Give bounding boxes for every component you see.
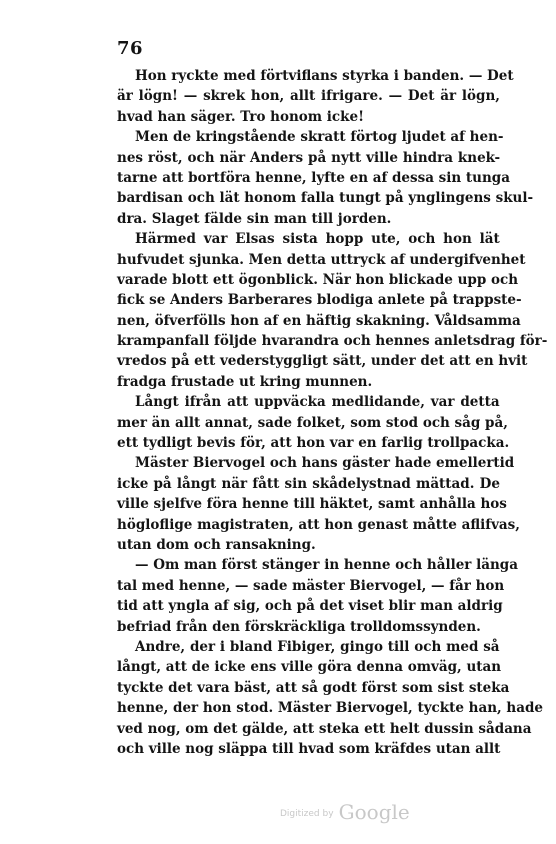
text-line: icke på långt när fått sin skådelystnad mättad. De <box>117 475 500 492</box>
watermark-prefix: Digitized by <box>280 809 334 819</box>
paragraph <box>117 229 548 392</box>
text-line: fick se Anders Barberares blodiga anlete på trappste- <box>117 292 522 309</box>
text-line: Långt ifrån att uppväcka medlidande, var detta <box>135 394 500 411</box>
text-line: tid att yngla af sig, och på det viset blir man aldrig <box>117 598 503 615</box>
text-line: dra. Slaget fälde sin man till jorden. <box>117 210 392 227</box>
paragraph <box>117 555 518 637</box>
digitized-watermark <box>280 800 420 824</box>
paragraph <box>117 637 544 759</box>
paragraph <box>117 392 510 453</box>
text-line: varade blott ett ögonblick. När hon blickade upp och <box>117 271 519 288</box>
text-line: vredos på ett vederstyggligt sätt, under det att en hvit <box>117 353 528 370</box>
text-line: nes röst, och när Anders på nytt ville hindra knek- <box>117 149 501 166</box>
text-line: är lögn! — skrek hon, allt ifrigare. — Det är lögn, <box>117 88 501 105</box>
text-line: bardisan och lät honom falla tungt på ynglingens skul- <box>117 190 534 207</box>
text-line: krampanfall följde hvarandra och hennes anletsdrag för- <box>117 333 548 350</box>
text-line: tyckte det vara bäst, att så godt först som sist steka <box>117 679 510 696</box>
paragraph <box>117 66 514 127</box>
text-line: befriad från den förskräckliga trolldomssynden. <box>117 618 481 635</box>
text-line: Hon ryckte med förtviflans styrka i banden. — Det <box>135 68 514 84</box>
text-line: ville sjelfve föra henne till häktet, samt anhålla hos <box>117 496 507 513</box>
google-logo: Google <box>338 800 410 824</box>
text-line: henne, der hon stod. Mäster Biervogel, tyckte han, hade <box>117 700 544 717</box>
text-line: och ville nog släppa till hvad som kräfdes utan allt <box>117 740 501 757</box>
text-line: utan dom och ransakning. <box>117 536 316 553</box>
paragraph <box>117 453 520 555</box>
text-line: ett tydligt bevis för, att hon var en farlig trollpacka. <box>117 435 510 452</box>
paragraph <box>117 127 534 229</box>
text-line: högloflige magistraten, att hon genast måtte aflifvas, <box>117 516 520 533</box>
text-line: tal med henne, — sade mäster Biervogel, — får hon <box>117 577 505 594</box>
text-line: hufvudet sjunka. Men detta uttryck af undergifvenhet <box>117 251 526 268</box>
text-line: Härmed var Elsas sista hopp ute, och hon lät <box>135 231 500 248</box>
text-line: fradga frustade ut kring munnen. <box>117 373 373 390</box>
body-text <box>117 66 548 759</box>
text-line: mer än allt annat, sade folket, som stod och såg på, <box>117 414 508 431</box>
text-line: Men de kringstående skratt förtog ljudet af hen- <box>135 129 504 146</box>
text-line: — Om man först stänger in henne och håller länga <box>135 557 518 574</box>
text-line: ved nog, om det gälde, att steka ett helt dussin sådana <box>117 720 532 737</box>
text-line: nen, öfverfölls hon af en häftig skakning. Våldsamma <box>117 312 521 329</box>
text-line: Mäster Biervogel och hans gäster hade emellertid <box>135 455 515 472</box>
page-number: 76 <box>117 38 144 59</box>
text-line: långt, att de icke ens ville göra denna omväg, utan <box>117 659 502 676</box>
text-line: Andre, der i bland Fibiger, gingo till och med så <box>135 638 500 655</box>
text-line: tarne att bortföra henne, lyfte en af dessa sin tunga <box>117 169 510 186</box>
text-line: hvad han säger. Tro honom icke! <box>117 108 364 125</box>
